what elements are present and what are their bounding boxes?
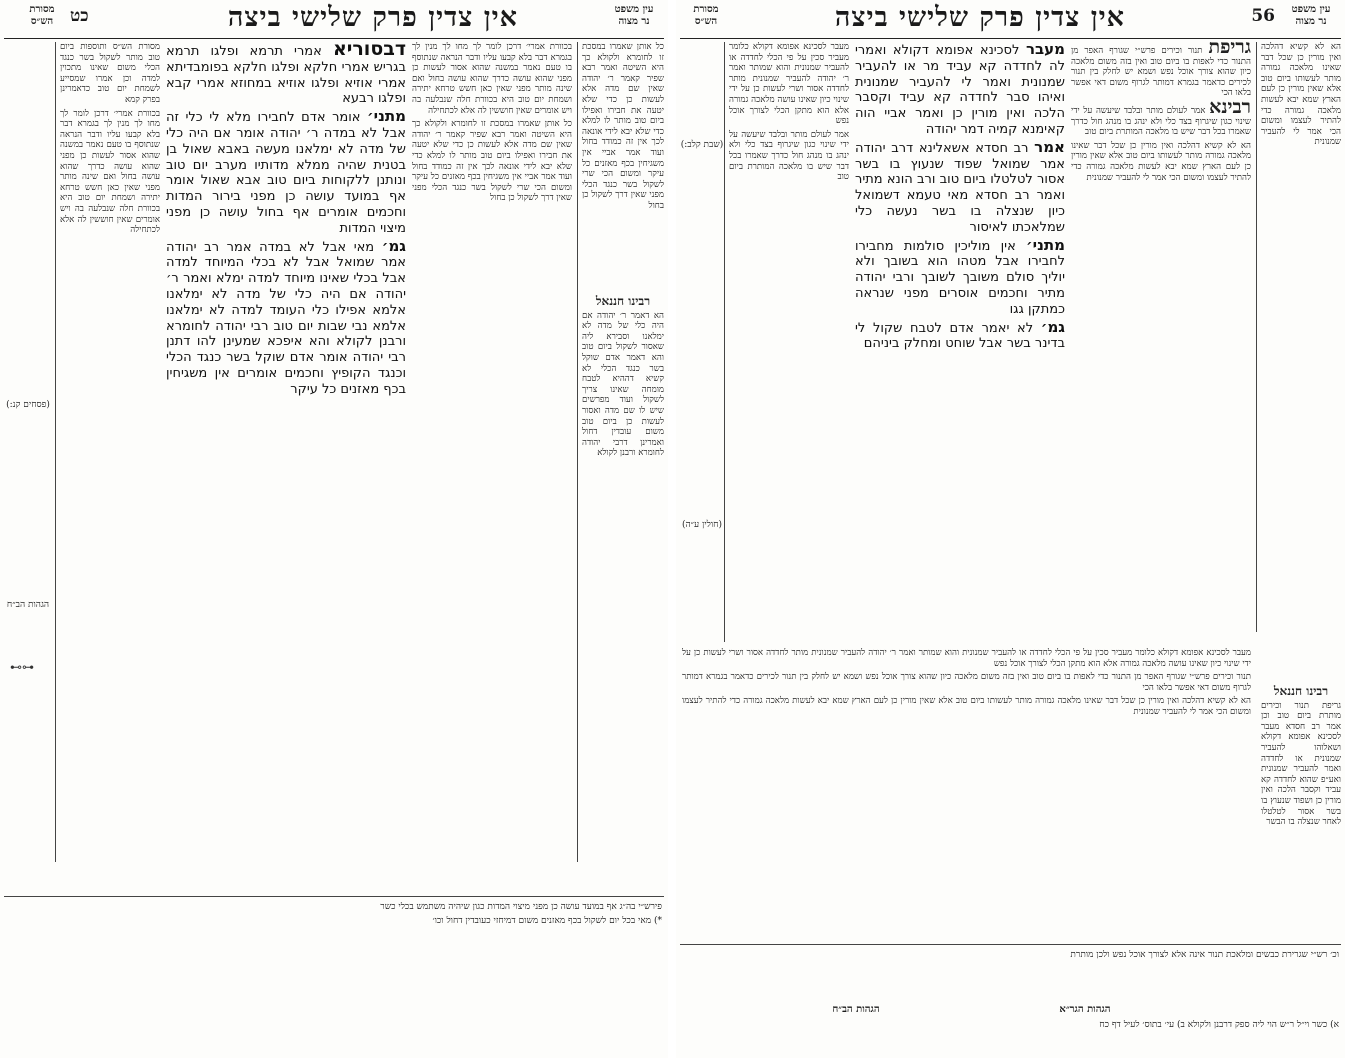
left-ornament: ⊷⊶ — [10, 660, 34, 674]
right-tosafot-text: תנור וכירים פרש״י שגורף האפר מן התנור כדי לאפות בו ביום טוב ואין בזה משום מלאכה כיון שהוא צורך אוכל נפש ושמא יש לחלק בין תנור לכירים כדאמר בגמרא דמותר לגרוף משום דאי אפשר בלאו הכי — [1071, 46, 1251, 99]
left-page-corner-right: עין משפט נר מצוה — [614, 4, 654, 27]
left-footnote-2: *) מאי בכל יום לשקול בכף מאזנים משום דמיחזי כעובדין דחול וכו׳ — [432, 916, 662, 926]
right-bottom-commentary-text-2: תנור וכירים פרש״י שגורף האפר מן התנור כדי לאפות בו ביום טוב ואין בזה משום מלאכה כיון שהוא צורך אוכל נפש ושמא יש לחלק בין תנור לכירים כדאמר בגמרא דמותר לגרוף משום דאי אפשר בלאו הכי — [682, 672, 1251, 693]
right-tosafot-text-2: הא לא קשיא דהלכה ואין מורין כן שכל דבר שאינו מלאכה גמורה מותר לעשותו ביום טוב אלא שאין מורין כן לעם הארץ שמא יבא לעשות מלאכה גמורה כדי להתיר לעצמו ומשום הכי אמר לי להעביר שמנונית — [1071, 140, 1251, 183]
left-commentary-left-text-2: בכוורת אמרי׳ דרכן לומר לך מחו לך מנין לך בגמרא דבר בלא קבעו עליו ודבר הנראה שנתוסף בו טעם נאמר במשנה שהוא אסור לעשות כן מפני שהוא עושה כדרך שהוא עושה בחול ואם שינה מותר מפני שאין כאן חשש טרחא יתירה ושמחת יום טוב היא בכוורת חלה שנבלעה בה ויש אומרים שאין חוששין לה אלא לכתחילה — [60, 108, 160, 236]
page-gutter — [668, 0, 676, 1058]
right-gemara-lead-3: מתני׳ — [1026, 235, 1065, 254]
right-gemara-lead-1: מעבר — [1025, 42, 1065, 58]
left-gemara-text-1: אמרי תרמא ופלגו תרמא בגריש אמרי חלקא ופלגו חלקא בפומבדיתא אמרי אוזיא ופלגו אוזיא במחוזא אמרי קבא ופלגו רבעא — [166, 44, 406, 107]
left-page-running-title: אין צדין פרק שלישי ביצה — [227, 2, 518, 33]
left-gemara-main — [166, 42, 406, 682]
left-column-divider-right — [577, 42, 578, 862]
right-hagahot-label-2: הגהות הב״ח — [832, 1004, 880, 1015]
right-gemara-text-3: אין מוליכין סולמות מחבירו לחבירו אבל מטהו הוא בשובך ולא יוליך סולם משובך לשובך ורבי יהודה מתיר וחכמים אוסרים מפני שנראה כמתקן גגו — [855, 238, 1065, 317]
right-gemara-paragraph-2 — [855, 137, 1065, 236]
left-rabbenu-chananel-title: רבינו חננאל — [595, 294, 651, 308]
right-footer-rule — [680, 944, 1341, 945]
right-column-divider-inner — [724, 42, 725, 642]
left-gemara-lead-3: גמ׳ — [381, 236, 406, 255]
right-rabba-title: רבינא — [1209, 95, 1251, 118]
left-footer-rule — [4, 896, 664, 897]
right-bottom-commentary-text-3: הא לא קשיא דהלכה ואין מורין כן שכל דבר שאינו מלאכה גמורה מותר לעשותו ביום טוב אלא שאין מורין כן לעם הארץ שמא יבא לעשות מלאכה גמורה כדי להתיר לעצמו ומשום הכי אמר לי להעביר שמנונית — [682, 696, 1251, 717]
right-rashi-text: מעבר לסכינא אפומא דקולא כלומר מעביר סכין על פי הכלי לחדדה או להעביר שמנונית והוא שמותר ואמר ר׳ יהודה להעביר שמנונית מותר לחדדה אסור ושרי לעשות כן על ידי שינוי כיון שאינו עושה מלאכה גמורה אלא הוא מתקן הכלי לצורך אוכל נפש — [729, 42, 849, 127]
right-gemara-lead-4: גמ׳ — [1040, 317, 1065, 336]
right-page-number: 56 — [1251, 6, 1275, 26]
left-footnote-1: פירש״י בה״ג אף במועד עושה כן מפני מיצוי המדות כגון שיהיה משתמש בכלי כשר — [380, 902, 662, 912]
left-rashi-column — [412, 42, 572, 890]
left-commentary-right-text: כל אותן שאמרו במסכת זו לחומרא ולקולא כך היא השיטה ואמר רבא שפיר קאמר ר׳ יהודה שאין שם מדה אלא לעשות כן כדי שלא יטעה את חבירו ואפילו ביום טוב מותר לו למלא כדי שלא יבא לידי אונאה לכך אין זה כמודד בחול ועוד אמר אביי אין משגיחין בכף מאזנים כל עיקר ומשום הכי שרי לשקול בשר כנגד הכלי מפני שאין דרך לשקול כן בחול — [582, 42, 664, 211]
right-rashi-column — [729, 42, 849, 642]
left-page-folio: כט — [70, 6, 89, 26]
left-commentary-left-column — [60, 42, 160, 890]
right-rabba-paragraph — [1071, 95, 1251, 138]
right-tosafot-column — [1071, 42, 1251, 662]
right-gemara-text-2: רב חסדא אשאלינא דרב יהודה אמר שמואל שפוד שנעוץ בו בשר אסור לטלטלו ביום טוב ורב הונא מתיר ואמר רב חסדא מאי טעמא דשמואל כיון שנצלה בו בשר נעשה כלי שמלאכתו לאיסור — [855, 140, 1065, 235]
left-commentary-left-text: מסורת הש״ס ותוספות ביום טוב מותר לשקול בשר כנגד הכלי משום שאינו מתכוין למדה וכן אמרו שמסייע לשמחת יום טוב כדאמרינן בפרק קמא — [60, 42, 160, 105]
right-hagahot-label-1: הגהות הגר״א — [1059, 1004, 1111, 1015]
right-footnote-1: וכ׳ רש״י שגרירת כבשים ומלאכת תנור אינה אלא לצורך אוכל נפש ולכן מותרת — [1070, 950, 1339, 960]
left-column-divider-left — [55, 42, 56, 862]
right-column-divider-outer — [1256, 42, 1257, 632]
right-bottom-commentary-text-1: מעבר לסכינא אפומא דקולא כלומר מעביר סכין על פי הכלי לחדדה או להעביר שמנונית והוא שמותר ואמר ר׳ יהודה להעביר שמנונית מותר לחדדה אסור ושרי לעשות כן על ידי שינוי כיון שאינו עושה מלאכה גמורה אלא הוא מתקן הכלי לצורך אוכל נפש — [682, 648, 1251, 669]
right-page-header — [676, 2, 1345, 38]
right-bottom-commentary — [682, 648, 1251, 938]
left-page-corner-left: מסורת הש״ס — [29, 4, 55, 27]
left-rashi-text-repeat: כל אותן שאמרו במסכת זו לחומרא ולקולא כך היא השיטה ואמר רבא שפיר קאמר ר׳ יהודה שאין שם מדה אלא לעשות כן כדי שלא יטעה את חבירו ואפילו ביום טוב מותר לו למלא כדי שלא יבא לידי אונאה לכך אין זה כמודד בחול ועוד אמר אביי אין משגיחין בכף מאזנים כל עיקר ומשום הכי שרי לשקול בשר כנגד הכלי מפני שאין דרך לשקול כן בחול — [412, 119, 572, 204]
right-ein-mishpat-column — [1261, 42, 1341, 382]
right-rashi-text-2: אמר לעולם מותר ובלבד שיעשה על ידי שינוי כגון שיגרוף בצד כלי ולא ינהג בו מנהג חול כדרך שאמרו בכל דבר שיש בו מלאכה המותרת ביום טוב — [729, 129, 849, 183]
left-gemara-lead-1: דבסוריא — [332, 42, 406, 60]
right-gemara-main — [855, 42, 1065, 642]
right-tosafot-title: גריפת — [1208, 42, 1251, 58]
left-margin-note-2: הגהות הב״ח — [6, 600, 50, 610]
right-page-corner-right: עין משפט נר מצוה — [1291, 4, 1331, 27]
right-gemara-paragraph-4 — [855, 317, 1065, 353]
left-gemara-text-2: אומר אדם לחבירו מלא לי כלי זה אבל לא במדה ר׳ יהודה אומר אם היה כלי של מדה לא ימלאנו מעשה באבא שאול בן בטנית שהיה ממלא מדותיו מערב יום טוב ונותנן ללקוחות ביום טוב אבא שאול אומר אף במועד עושה כן מפני בירור המדות וחכמים אומרים אף בחול עושה כן מפני מיצוי המדות — [166, 110, 406, 236]
right-gemara-text-1: לסכינא אפומא דקולא ואמרי לה לחדדה קא עביד מר או להעביר שמנונית ואמר לי להעביר שמנונית ואיהו סבר לחדדה קא עביד וקסבר הלכה ואין מורין כן ואמר אביי הוה קאימנא קמיה דמר יהודה — [855, 43, 1065, 137]
right-rabba-text: אמר לעולם מותר ובלבד שיעשה על ידי שינוי כגון שיגרוף בצד כלי ולא ינהג בו מנהג חול כדרך שאמרו בכל דבר שיש בו מלאכה המותרת ביום טוב — [1071, 105, 1251, 138]
right-page-corner-left: מסורת הש״ס — [693, 4, 719, 27]
left-rabbenu-chananel-column — [582, 290, 664, 890]
left-page — [0, 0, 668, 1058]
left-page-header — [0, 2, 668, 38]
right-margin-note-2: (חולין ע״ה) — [681, 520, 723, 530]
left-margin-note-1: (פסחים קנ:) — [6, 400, 50, 410]
left-rabbenu-chananel-text: הא דאמר ר׳ יהודה אם היה כלי של מדה לא ימלאנו וסבירא ליה שאסור לשקול ביום טוב והא דאמר אדם שוקל בשר כנגד הכלי לא קשיא דההיא לטבח מומחה שאינו צריך לשקול ועוד מפרשים שיש לו שם מדה ואסור לעשות כן ביום טוב משום עובדין דחול ואמרינן דרבי יהודה לחומרא ורבנן לקולא — [582, 310, 664, 459]
right-rabbenu-chananel-title: רבינו חננאל — [1273, 684, 1329, 698]
right-rabbenu-chananel-column — [1261, 680, 1341, 970]
left-page-header-rule — [4, 38, 664, 39]
left-gemara-paragraph-2 — [166, 109, 406, 236]
right-gemara-lead-2: אמר — [1034, 137, 1065, 156]
right-rabbenu-chananel-text: גריפת תנור וכירים מותרת ביום טוב וכן אמר רב חסדא מעבר לסכינא אפומא דקולא ושאלוהו להעביר שמנונית או לחדדה ואמר להעביר שמנונית ואע״פ שהוא לחדדה קא עביד וקסבר הלכה ואין מורין כן ושפוד שנעוץ בו בשר אסור לטלטלו לאחר שנצלה בו הבשר — [1261, 700, 1341, 828]
left-rashi-text: בכוורת אמרי׳ דרכן לומר לך מחו לך מנין לך בגמרא דבר בלא קבעו עליו ודבר הנראה שנתוסף בו טעם נאמר במשנה שהוא אסור לעשות כן מפני שהוא עושה כדרך שהוא עושה בחול ואם שינה מותר מפני שאין כאן חשש טרחא יתירה ושמחת יום טוב היא בכוורת חלה שנבלעה בה ויש אומרים שאין חוששין לה אלא לכתחילה — [412, 42, 572, 116]
left-gemara-paragraph-3 — [166, 236, 406, 398]
right-gemara-paragraph-1 — [855, 42, 1065, 138]
right-page — [676, 0, 1345, 1058]
right-page-header-rule — [680, 38, 1341, 39]
right-gemara-text-4: לא יאמר אדם לטבח שקול לי בדינר בשר אבל שוחט ומחלק ביניהם — [855, 320, 1065, 352]
right-ein-mishpat-text: הא לא קשיא דהלכה ואין מורין כן שכל דבר שאינו מלאכה גמורה מותר לעשותו ביום טוב אלא שאין מורין כן לעם הארץ שמא יבא לעשות מלאכה גמורה כדי להתיר לעצמו ומשום הכי אמר לי להעביר שמנונית — [1261, 42, 1341, 148]
left-gemara-text-3: מאי אבל לא במדה אמר רב יהודה אמר שמואל אבל לא בכלי המיוחד למדה אבל בכלי שאינו מיוחד למדה ימלא ואמר ר׳ יהודה אם היה כלי של מדה לא ימלאנו אלמא אפילו כלי העומד למדה לא ימלאנו אלמא נבי שבות יום טוב רבי יהודה לחומרא ורבנן לקולא והא איפכא שמעינן להו דתנן רבי יהודה אומר אדם שוקל בשר כנגד הכלי וכנגד הקופיץ וחכמים אומרים אין משגיחין בכף מאזנים כל עיקר — [166, 239, 406, 397]
right-margin-note-1: (שבת קלב:) — [680, 140, 724, 150]
left-gemara-paragraph-1 — [166, 42, 406, 107]
right-footnote-2: א) כשר וי״ל ר״ש הוי ליה ספק דרבנן ולקולא ב) עי׳ בתוס׳ לעיל דף כח — [1099, 1020, 1339, 1030]
right-page-running-title: אין צדין פרק שלישי ביצה — [834, 2, 1125, 33]
right-tosafot-paragraph — [1071, 42, 1251, 99]
right-gemara-paragraph-3 — [855, 235, 1065, 318]
left-gemara-lead-2: מתני׳ — [367, 107, 406, 126]
left-commentary-right-column — [582, 42, 664, 282]
